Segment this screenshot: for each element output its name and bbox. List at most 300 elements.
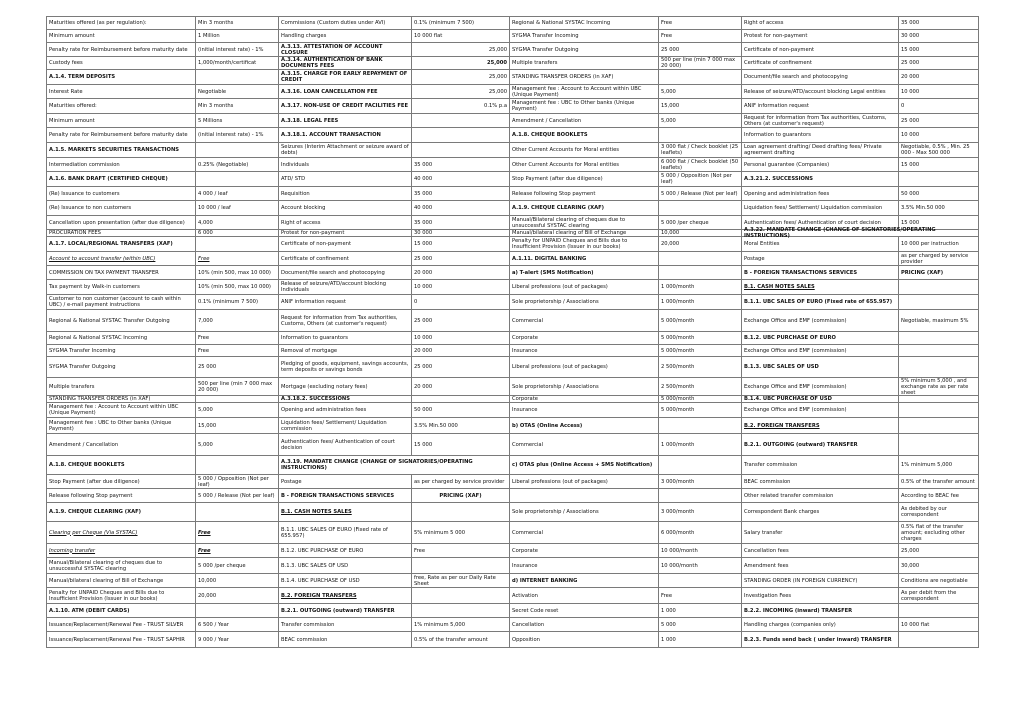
fee-schedule-table [46, 16, 979, 648]
fee-table-cell [742, 30, 899, 43]
fee-table-cell [510, 403, 659, 418]
fee-value: 3 000/month [661, 509, 695, 515]
fee-table-cell [659, 558, 742, 574]
fee-table-cell [47, 434, 196, 456]
fee-table-cell [196, 345, 279, 357]
fee-value: 1 Million [198, 33, 220, 39]
fee-value: 40 000 [414, 176, 433, 182]
fee-value: 5 000 / Release (Not per leaf) [661, 190, 738, 197]
fee-value [412, 503, 509, 521]
fee-table-cell [47, 332, 196, 345]
section-heading: A.3.16. LOAN CANCELLATION FEE [281, 88, 378, 95]
fee-label: Sole proprietorship / Associations [512, 299, 599, 305]
fee-table-cell [47, 43, 196, 57]
fee-value [659, 266, 741, 279]
fee-label: ANIF information request [281, 299, 346, 305]
fee-label: Stop Payment (after due diligence) [512, 176, 603, 182]
section-heading: a) T-alert (SMS Notification) [512, 269, 594, 276]
fee-table-cell [659, 310, 742, 332]
fee-table-cell [899, 252, 979, 266]
section-heading: A.1.8. CHEQUE BOOKLETS [512, 132, 588, 138]
fee-table-cell [47, 201, 196, 216]
fee-table-cell [899, 632, 979, 648]
fee-value [659, 128, 741, 142]
fee-table-cell [196, 544, 279, 558]
fee-table-cell [510, 558, 659, 574]
fee-table-cell [412, 434, 510, 456]
fee-table-cell [899, 187, 979, 201]
fee-table-cell [279, 43, 412, 57]
fee-table-cell [47, 632, 196, 648]
fee-table-cell [742, 456, 899, 475]
fee-value: 15,000 [661, 103, 680, 109]
fee-value: 20 000 [414, 347, 433, 354]
fee-table-cell [279, 489, 412, 503]
fee-table-cell [279, 230, 412, 237]
fee-table-cell [47, 489, 196, 503]
fee-table-cell [510, 544, 659, 558]
fee-value: Free [198, 335, 210, 341]
fee-table-cell [196, 230, 279, 237]
fee-table-cell [899, 604, 979, 618]
fee-table-cell [279, 158, 412, 172]
fee-table-cell [659, 187, 742, 201]
fee-label: Information to guarantors [744, 132, 811, 138]
fee-table-cell [412, 558, 510, 574]
fee-value: 30 000 [414, 230, 433, 236]
fee-table-cell [196, 70, 279, 85]
fee-table-cell [510, 158, 659, 172]
fee-table-cell [742, 57, 899, 70]
fee-label: Transfer commission [281, 621, 335, 628]
fee-value: 5 000 [661, 621, 676, 628]
fee-table-cell [47, 475, 196, 489]
fee-label: Correspondent Bank charges [744, 509, 820, 515]
fee-table-row [47, 30, 979, 43]
fee-value: 5 000 / Opposition (Not per leaf) [661, 173, 732, 185]
fee-label: Opening and administration fees [744, 190, 830, 197]
fee-value: 20,000 [661, 241, 680, 247]
fee-value: 0.1% p.a [484, 103, 507, 109]
fee-table-cell [279, 280, 412, 295]
fee-value: 5 000 / Release (Not per leaf) [198, 492, 275, 499]
fee-value: 0.25% (Negotiable) [198, 161, 249, 168]
fee-table-cell [899, 128, 979, 143]
fee-table-cell [196, 295, 279, 310]
section-heading: B.1.4. UBC PURCHASE OF USD [744, 396, 832, 402]
fee-table-cell [279, 475, 412, 489]
fee-table-cell [412, 403, 510, 418]
fee-table-cell [279, 332, 412, 345]
section-heading: A.3.13. ATTESTATION OF ACCOUNT CLOSURE [281, 43, 383, 56]
fee-table-cell [510, 230, 659, 237]
fee-table-cell [510, 522, 659, 544]
fee-table-cell [47, 99, 196, 114]
fee-value: 35 000 [414, 161, 433, 168]
fee-label: Protest for non-payment [744, 33, 808, 39]
fee-table-cell [510, 70, 659, 85]
fee-table-cell [742, 43, 899, 57]
fee-value: 25,000 [488, 46, 507, 53]
fee-label: B.1.3. UBC SALES OF USD [281, 562, 349, 569]
fee-value: 1 000/month [661, 441, 695, 448]
fee-label: Insurance [512, 407, 538, 413]
fee-value: 5 000/month [661, 317, 695, 324]
fee-table-cell [510, 143, 659, 158]
fee-table-cell [899, 618, 979, 632]
fee-label: Sole proprietorship / Associations [512, 383, 599, 390]
fee-value: 10,000 [661, 230, 680, 236]
fee-value: 30 000 [901, 33, 920, 39]
section-heading: d) INTERNET BANKING [512, 577, 578, 584]
fee-value: 1,000/month/certificat [198, 60, 257, 66]
fee-table-cell [510, 604, 659, 618]
fee-label: Regional & National SYSTAC Transfer Outgoing [49, 317, 170, 324]
fee-value [659, 70, 741, 84]
fee-table-cell [412, 216, 510, 230]
fee-table-cell [196, 357, 279, 378]
fee-value: Free [414, 547, 426, 554]
fee-value: 5 000/month [661, 347, 695, 354]
fee-table-cell [659, 280, 742, 295]
fee-value: 25,000 [488, 88, 507, 95]
fee-value: 0.5% of the transfer amount [414, 636, 488, 643]
fee-label: Amendment fees [744, 562, 789, 569]
fee-table-cell [742, 310, 899, 332]
fee-table-cell [412, 30, 510, 43]
fee-table-cell [412, 43, 510, 57]
fee-table-cell [742, 114, 899, 128]
fee-label: SYGMA Transfer Outgoing [512, 46, 579, 53]
fee-table-cell [742, 85, 899, 99]
section-heading: B - FOREIGN TRANSACTIONS SERVICES [281, 492, 395, 499]
fee-label: Manual/Bilateral clearing of cheques due to unsuccessful SYSTAC clearing [49, 559, 163, 572]
fee-value: 5,000 [198, 441, 213, 448]
section-heading: A.1.9. CHEQUE CLEARING (XAF) [49, 509, 142, 515]
fee-table-cell [742, 143, 899, 158]
fee-label: Intermediation commission [49, 161, 120, 168]
fee-table-cell [510, 99, 659, 114]
fee-value: 25,000 [488, 74, 507, 80]
fee-table-row [47, 187, 979, 201]
fee-table-cell [899, 310, 979, 332]
fee-value: 35 000 [901, 20, 920, 26]
fee-table-cell [659, 378, 742, 396]
fee-table-cell [47, 266, 196, 280]
fee-table-cell [279, 604, 412, 618]
fee-table-cell [510, 434, 659, 456]
fee-label: Opposition [512, 636, 540, 643]
fee-value: Free [661, 20, 673, 26]
fee-table-row [47, 332, 979, 345]
fee-table-cell [412, 99, 510, 114]
fee-table-cell [412, 544, 510, 558]
fee-table-row [47, 172, 979, 187]
fee-table-cell [899, 345, 979, 357]
fee-table-cell [196, 128, 279, 143]
fee-table-cell [659, 114, 742, 128]
fee-value: 5,000 [661, 88, 676, 95]
fee-value: Conditions are negotiable [901, 577, 968, 584]
fee-label: Requisition [281, 190, 310, 197]
fee-table-cell [659, 434, 742, 456]
fee-table-cell [659, 295, 742, 310]
fee-table-cell [742, 345, 899, 357]
fee-label: Postage [281, 478, 302, 485]
fee-table-cell [899, 378, 979, 396]
fee-label: Management fee : UBC to Other banks (Unique Payment) [49, 419, 172, 432]
fee-table-cell [742, 252, 899, 266]
fee-value: 15 000 [901, 46, 920, 53]
section-heading: A.3.18.1. ACCOUNT TRANSACTION [281, 132, 381, 138]
fee-label: Management fee : Account to Account within UBC (Unique Payment) [512, 85, 642, 98]
fee-table-cell [196, 456, 279, 475]
fee-table-cell [47, 378, 196, 396]
fee-label: Penalty rate for Reimbursement before maturity date [49, 46, 188, 53]
fee-table-row [47, 396, 979, 403]
fee-table-cell [279, 252, 412, 266]
fee-value [412, 396, 509, 402]
fee-table-cell [659, 544, 742, 558]
fee-table-cell [899, 489, 979, 503]
fee-table-cell [279, 618, 412, 632]
fee-table-cell [196, 57, 279, 70]
fee-table-cell [510, 172, 659, 187]
section-heading: A.3.18. LEGAL FEES [281, 117, 339, 124]
fee-table-cell [196, 99, 279, 114]
section-heading: B.2.2. INCOMING (inward) TRANSFER [744, 607, 853, 614]
fee-value: 1% minimum 5,000 [414, 621, 465, 628]
fee-value: 10 000 per instruction [901, 241, 959, 247]
fee-value: 5 000/month [661, 407, 695, 413]
fee-value: 5 000 / Opposition (Not per leaf) [198, 475, 269, 488]
fee-label: Commercial [512, 317, 544, 324]
fee-value: 0.5% of the transfer amount [901, 478, 975, 485]
fee-table-cell [412, 280, 510, 295]
fee-table-cell [196, 201, 279, 216]
fee-table-cell [47, 588, 196, 604]
fee-table-cell [659, 574, 742, 588]
fee-value: 15 000 [901, 161, 920, 168]
fee-value: As per debit from the correspondent [901, 589, 957, 602]
fee-table-cell [510, 456, 659, 475]
fee-label: Release following Stop payment [49, 492, 133, 499]
fee-value [196, 143, 278, 157]
fee-table-cell [196, 522, 279, 544]
fee-table-cell [279, 456, 510, 475]
fee-table-cell [742, 187, 899, 201]
fee-table-row [47, 378, 979, 396]
fee-value: 10 000/month [661, 562, 698, 569]
fee-table-cell [412, 237, 510, 252]
fee-label: Clearing per Cheque (Via SYSTAC) [49, 529, 138, 536]
fee-table-cell [196, 604, 279, 618]
fee-table-row [47, 295, 979, 310]
fee-table-cell [510, 252, 659, 266]
fee-table-cell [899, 143, 979, 158]
fee-value [659, 489, 741, 502]
fee-table-cell [510, 332, 659, 345]
fee-table-cell [196, 618, 279, 632]
fee-table-cell [412, 522, 510, 544]
fee-label: Cancellation [512, 621, 545, 628]
fee-table-cell [196, 158, 279, 172]
fee-value [412, 558, 509, 573]
fee-value: 25,000 [486, 60, 507, 66]
fee-table-row [47, 99, 979, 114]
fee-label: Document/file search and photocopying [281, 269, 385, 276]
fee-table-cell [412, 489, 510, 503]
fee-label: Issuance/Replacement/Renewal Fee - TRUST SAPHIR [49, 636, 185, 643]
fee-value [899, 403, 978, 417]
fee-table-cell [742, 618, 899, 632]
fee-value [899, 434, 978, 455]
fee-table-cell [412, 574, 510, 588]
fee-value: Min 3 months [198, 103, 234, 109]
fee-table-cell [412, 70, 510, 85]
fee-value: Negotiable, maximum 5% [901, 317, 969, 324]
fee-label: STANDING ORDER (IN FOREIGN CURRENCY) [744, 577, 858, 584]
fee-label: (Re) Issuance to customers [49, 190, 120, 197]
fee-label: Sole proprietorship / Associations [512, 509, 599, 515]
fee-table-cell [742, 574, 899, 588]
fee-value: 1 000 [661, 607, 676, 614]
fee-table-cell [47, 456, 196, 475]
fee-table-cell [510, 128, 659, 143]
fee-table-cell [659, 475, 742, 489]
fee-table-cell [279, 237, 412, 252]
section-heading: A.3.18.2. SUCCESSIONS [281, 396, 350, 402]
fee-table-cell [899, 114, 979, 128]
fee-label: Issuance/Replacement/Renewal Fee - TRUST SILVER [49, 621, 184, 628]
fee-table-cell [659, 237, 742, 252]
fee-table-cell [742, 17, 899, 30]
fee-table-row [47, 489, 979, 503]
fee-value: 5% minimum 5,000 , and exchange rate as per rate sheet [901, 377, 969, 396]
fee-table-row [47, 475, 979, 489]
fee-label: Request for information from Tax authorities, Customs, Others (at customer's request) [281, 314, 398, 327]
section-heading: B.2.1. OUTGOING (outward) TRANSFER [281, 607, 395, 614]
fee-table-cell [196, 588, 279, 604]
fee-value: 6 000/month [661, 529, 695, 536]
fee-table-cell [510, 43, 659, 57]
fee-table-cell [510, 503, 659, 522]
fee-label: Authentication fees/ Authentication of court decision [281, 438, 395, 451]
fee-label: STANDING TRANSFER ORDERS (in XAF) [512, 74, 614, 80]
fee-label: Certificate of non-payment [744, 46, 814, 53]
fee-table-cell [510, 418, 659, 434]
fee-label: Maturities offered (as per regulation): [49, 20, 147, 26]
fee-table-cell [659, 618, 742, 632]
fee-table-cell [279, 17, 412, 30]
fee-value: 3 000 flat / Check booklet (25 leaflets) [661, 144, 739, 156]
fee-table-cell [47, 558, 196, 574]
fee-table-cell [279, 310, 412, 332]
fee-table-cell [412, 187, 510, 201]
fee-label: Manual/bilateral clearing of Bill of Exchange [512, 230, 627, 236]
fee-label: Document/file search and photocopying [744, 74, 848, 80]
fee-label: Right of access [281, 219, 321, 226]
section-heading: c) OTAS plus (Online Access + SMS Notification) [512, 462, 653, 468]
fee-table-cell [742, 158, 899, 172]
fee-table-cell [510, 588, 659, 604]
fee-table-cell [279, 266, 412, 280]
fee-label: Account to account transfer (within UBC) [49, 255, 156, 262]
fee-value: 0.5% flat of the transfer amount; excluding other charges [901, 523, 965, 542]
section-heading: A.3.14. AUTHENTICATION OF BANK DOCUMENTS FEES [281, 57, 383, 69]
fee-table-cell [279, 522, 412, 544]
section-heading: A.1.9. CHEQUE CLEARING (XAF) [512, 205, 605, 211]
fee-value: 5 000 /per cheque [198, 562, 246, 569]
fee-table-cell [196, 266, 279, 280]
fee-value: 5 Millions [198, 117, 223, 124]
fee-label: Investigation Fees [744, 592, 792, 599]
fee-table-cell [899, 266, 979, 280]
fee-table-cell [659, 456, 742, 475]
fee-value [659, 201, 741, 215]
fee-value: 10 000 [901, 88, 920, 95]
fee-table-cell [279, 632, 412, 648]
fee-label: Amendment / Cancellation [512, 117, 582, 124]
fee-table-row [47, 70, 979, 85]
fee-table-cell [659, 604, 742, 618]
fee-label: Transfer commission [744, 462, 798, 468]
fee-table-cell [742, 396, 899, 403]
fee-table-cell [47, 70, 196, 85]
fee-label: Penalty for UNPAID Cheques and Bills due to Insufficient Provision (Issuer in our books) [49, 589, 165, 602]
fee-label: Postage [744, 255, 765, 262]
fee-table-cell [659, 30, 742, 43]
fee-table-cell [742, 588, 899, 604]
fee-label: Corporate [512, 547, 538, 554]
section-heading: A.3.19. MANDATE CHANGE (CHANGE OF SIGNATORIES/OPERATING INSTRUCTIONS) [281, 459, 473, 471]
fee-label: Insurance [512, 347, 538, 354]
fee-table-cell [279, 99, 412, 114]
fee-table-row [47, 114, 979, 128]
fee-table-cell [510, 201, 659, 216]
fee-table-cell [412, 252, 510, 266]
fee-table-cell [742, 632, 899, 648]
fee-table-cell [47, 544, 196, 558]
section-heading: B.1.1. UBC SALES OF EURO (Fixed rate of 655.957) [744, 299, 893, 305]
fee-table-cell [47, 172, 196, 187]
fee-value: 6 000 [198, 230, 213, 236]
fee-label: PROCURATION FEES [49, 230, 101, 236]
fee-value: Negotiable [198, 88, 227, 95]
fee-table-cell [47, 522, 196, 544]
fee-table-cell [47, 128, 196, 143]
fee-value [899, 396, 978, 402]
fee-table-cell [899, 574, 979, 588]
fee-table-cell [412, 85, 510, 99]
fee-label: Customer to non customer (account to cash within UBC) / e-mail payment instructions [49, 296, 181, 308]
fee-label: Certificate of confinement [744, 60, 812, 66]
fee-value [899, 172, 978, 186]
fee-label: Activation [512, 592, 538, 599]
fee-label: Account blocking [281, 205, 326, 211]
fee-table-cell [659, 99, 742, 114]
fee-label: B.1.2. UBC PURCHASE OF EURO [281, 547, 364, 554]
fee-table-cell [279, 403, 412, 418]
fee-label: Liberal professions (out of packages) [512, 284, 608, 290]
fee-table-cell [279, 588, 412, 604]
fee-value: 15 000 [901, 219, 920, 226]
fee-value: 10,000 [198, 577, 217, 584]
fee-table-cell [899, 17, 979, 30]
fee-label: STANDING TRANSFER ORDERS (in XAF) [49, 396, 151, 402]
fee-value: 6 500 / Year [198, 621, 229, 628]
fee-table-cell [279, 30, 412, 43]
